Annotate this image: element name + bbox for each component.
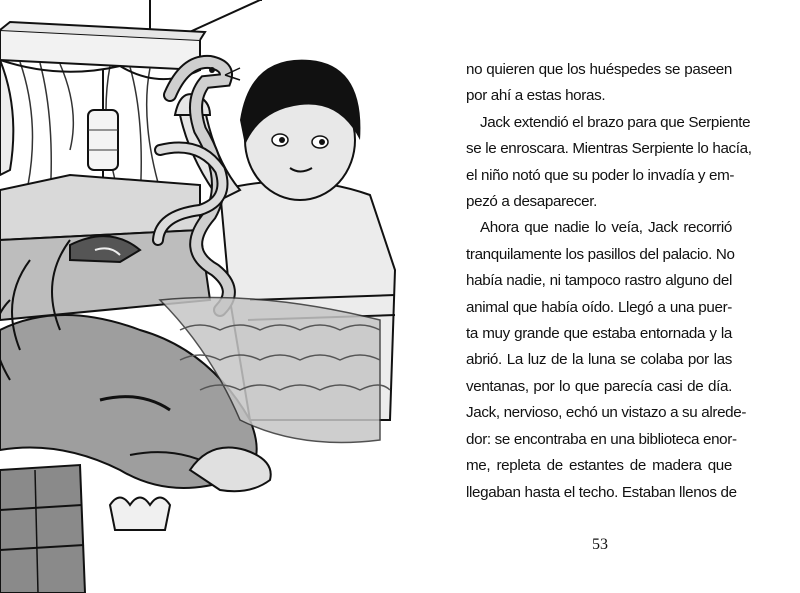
- text-line: había nadie, ni tampoco rastro alguno del: [466, 272, 732, 290]
- text-line: Ahora que nadie lo veía, Jack recorrió: [480, 219, 732, 237]
- text-line: llegaban hasta el techo. Estaban llenos de: [466, 483, 737, 501]
- text-line: me, repleta de estantes de madera que: [466, 457, 732, 475]
- text-line: animal que había oído. Llegó a una puer-: [466, 298, 732, 316]
- text-line: no quieren que los huéspedes se paseen: [466, 61, 732, 78]
- body-text: [466, 57, 752, 506]
- text-line: Jack extendió el brazo para que Serpiente: [480, 113, 751, 131]
- text-line: el niño notó que su poder lo invadía y em-: [466, 166, 735, 184]
- text-line: tranquilamente los pasillos del palacio. No: [466, 245, 735, 263]
- text-line: ventanas, por lo que parecía casi de día.: [466, 377, 732, 395]
- page-number: 53: [592, 536, 608, 553]
- text-line: Jack, nervioso, echó un vistazo a su alrede-: [466, 404, 747, 422]
- text-line: ta muy grande que estaba entornada y la: [466, 325, 732, 343]
- text-line: dor: se encontraba en una biblioteca enor-: [466, 430, 737, 448]
- text-line: abrió. La luz de la luna se colaba por las: [466, 351, 732, 369]
- text-line: pezó a desaparecer.: [466, 193, 597, 211]
- foreground-shelf: [0, 465, 85, 593]
- text-line: por ahí a estas horas.: [466, 87, 606, 105]
- paper-lantern: [88, 70, 118, 180]
- text-line: se le enroscara. Mientras Serpiente lo hacía,: [466, 140, 752, 158]
